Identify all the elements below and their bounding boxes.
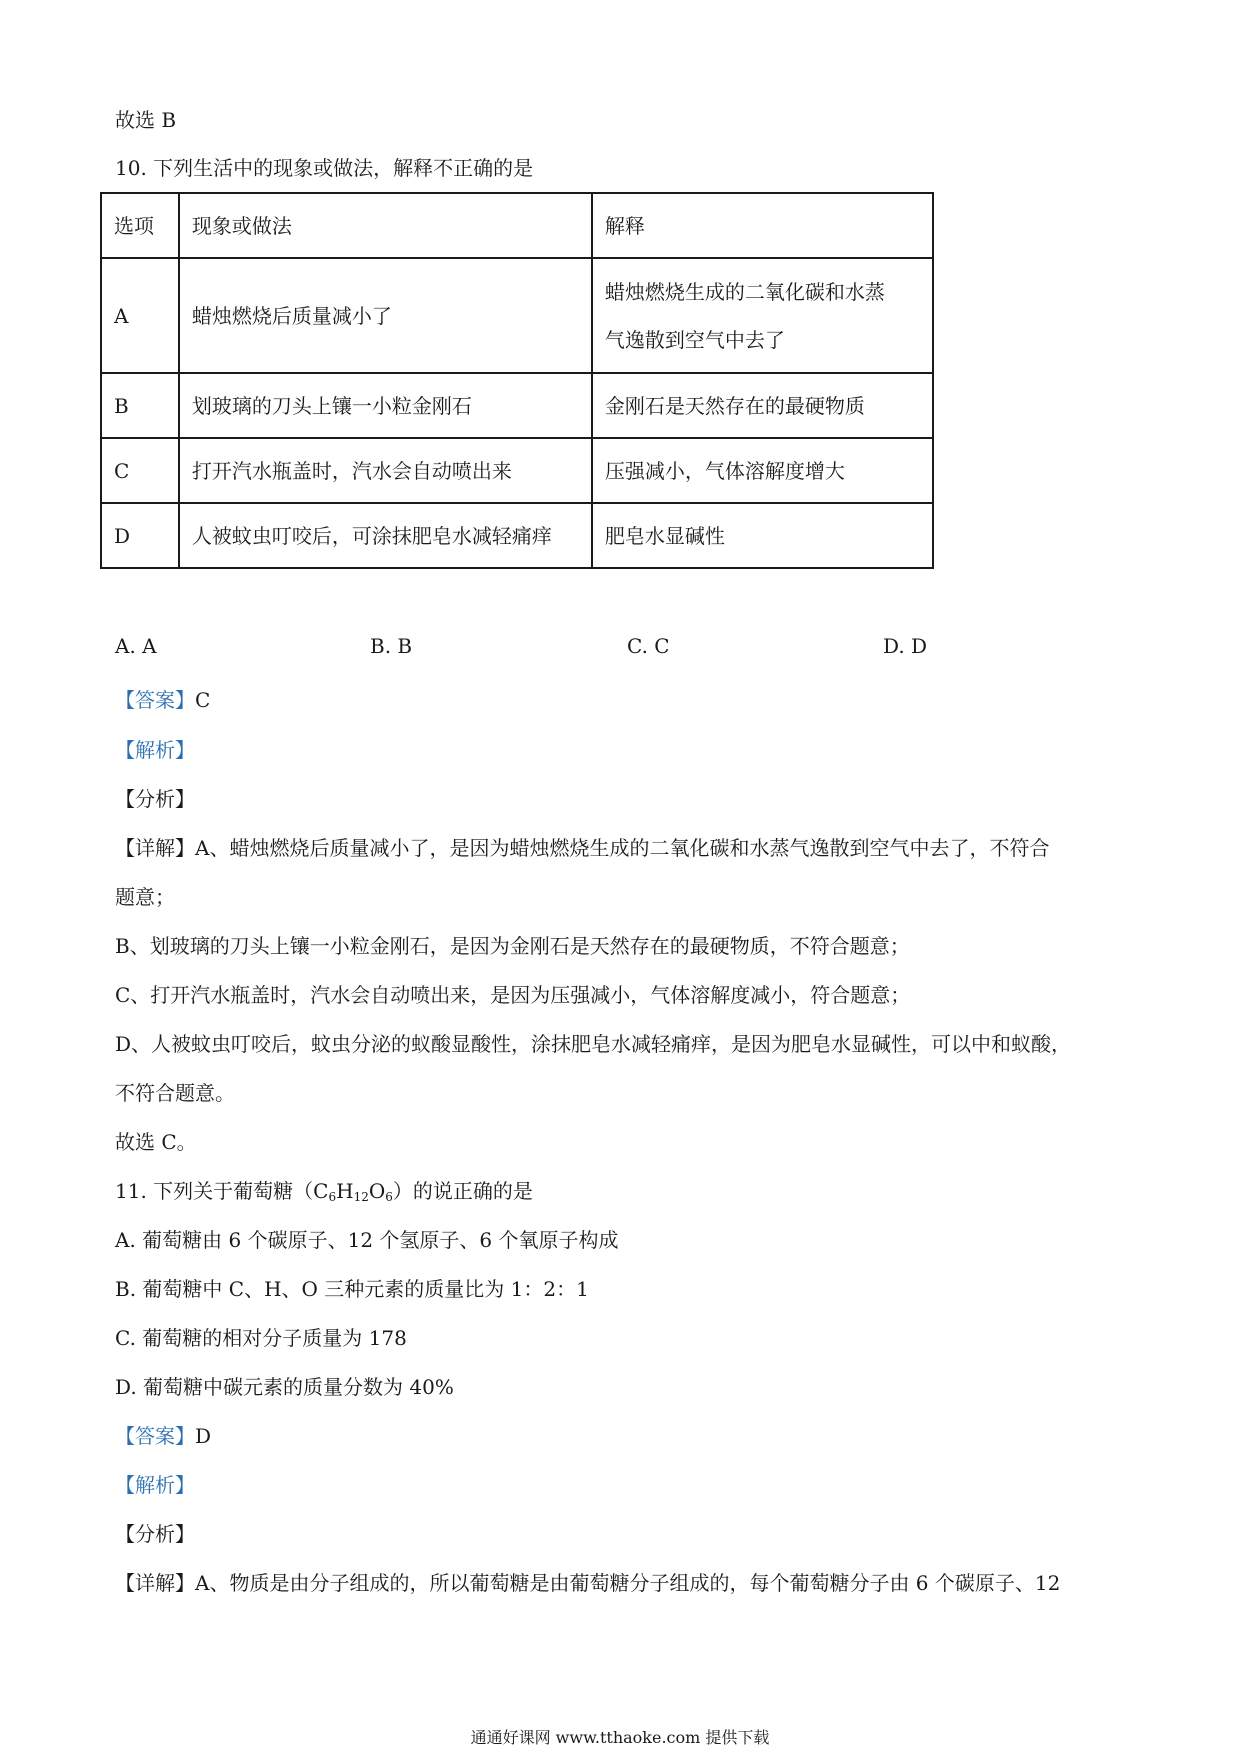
choice-a: A. A xyxy=(115,634,157,658)
q10-fenxi-label: 【分析】 xyxy=(115,787,195,811)
q10-detail-d: D、人被蚊虫叮咬后，蚊虫分泌的蚁酸显酸性，涂抹肥皂水减轻痛痒，是因为肥皂水显碱性，可以中和蚁酸， xyxy=(115,1032,1072,1056)
q10-detail-c: C、打开汽水瓶盖时，汽水会自动喷出来，是因为压强减小，气体溶解度减小，符合题意； xyxy=(115,983,911,1007)
table-row xyxy=(101,373,933,438)
row-phenomenon: 人被蚊虫叮咬后，可涂抹肥皂水减轻痛痒 xyxy=(179,503,592,568)
q10-analysis-label: 【解析】 xyxy=(115,738,195,762)
row-phenomenon: 打开汽水瓶盖时，汽水会自动喷出来 xyxy=(179,438,592,503)
choice-c: C. C xyxy=(627,634,670,658)
q11-fenxi-label: 【分析】 xyxy=(115,1522,195,1546)
answer-value: D xyxy=(195,1424,212,1448)
q11-analysis-label: 【解析】 xyxy=(115,1473,195,1497)
row-explanation xyxy=(592,258,933,373)
answer-label: 【答案】 xyxy=(115,688,195,712)
row-explanation-line1: 蜡烛燃烧生成的二氧化碳和水蒸 xyxy=(604,279,885,304)
row-option: B xyxy=(101,373,179,438)
q10-conclusion: 故选 C。 xyxy=(115,1130,197,1154)
table-header-row xyxy=(101,193,933,258)
row-explanation: 金刚石是天然存在的最硬物质 xyxy=(592,373,933,438)
row-option: C xyxy=(101,438,179,503)
row-option: D xyxy=(101,503,179,568)
q11-option-a: A. 葡萄糖由 6 个碳原子、12 个氢原子、6 个氧原子构成 xyxy=(115,1228,619,1252)
previous-conclusion: 故选 B xyxy=(115,108,177,132)
row-explanation: 肥皂水显碱性 xyxy=(592,503,933,568)
row-explanation: 压强减小，气体溶解度增大 xyxy=(592,438,933,503)
row-phenomenon: 划玻璃的刀头上镶一小粒金刚石 xyxy=(179,373,592,438)
page-footer: 通通好课网 www.tthaoke.com 提供下载 xyxy=(470,1728,770,1747)
answer-label: 【答案】 xyxy=(115,1424,195,1448)
q11-detail-a xyxy=(115,1569,1060,1597)
q11-option-c: C. 葡萄糖的相对分子质量为 178 xyxy=(115,1326,407,1350)
header-explanation: 解释 xyxy=(592,193,933,258)
detail-text: A、物质是由分子组成的，所以葡萄糖是由葡萄糖分子组成的，每个葡萄糖分子由 6 个碳原子、12 xyxy=(195,1571,1061,1595)
q10-detail-b: B、划玻璃的刀头上镶一小粒金刚石，是因为金刚石是天然存在的最硬物质，不符合题意； xyxy=(115,934,910,958)
row-option: A xyxy=(101,258,179,373)
header-phenomenon: 现象或做法 xyxy=(179,193,592,258)
header-option: 选项 xyxy=(101,193,179,258)
q11-option-b: B. 葡萄糖中 C、H、O 三种元素的质量比为 1：2：1 xyxy=(115,1277,589,1301)
question-10-stem: 10. 下列生活中的现象或做法，解释不正确的是 xyxy=(115,156,534,180)
detail-label: 【详解】 xyxy=(115,836,195,860)
question-11-stem: 11. 下列关于葡萄糖$(C_6H_{12}O_6)$的说正确的是 xyxy=(115,1179,533,1204)
detail-label: 【详解】 xyxy=(115,1571,195,1595)
q10-detail-d-cont: 不符合题意。 xyxy=(115,1081,235,1105)
q10-detail-a xyxy=(115,834,1049,862)
detail-text: A、蜡烛燃烧后质量减小了，是因为蜡烛燃烧生成的二氧化碳和水蒸气逸散到空气中去了，不符合 xyxy=(195,836,1050,860)
table-row xyxy=(101,258,933,373)
q11-option-d: D. 葡萄糖中碳元素的质量分数为 40% xyxy=(115,1375,454,1399)
row-explanation-line2: 气逸散到空气中去了 xyxy=(604,327,785,352)
q10-detail-a-cont: 题意； xyxy=(115,885,175,909)
q11-answer xyxy=(115,1422,211,1450)
choice-d: D. D xyxy=(883,634,928,658)
answer-value: C xyxy=(195,688,211,712)
table-row xyxy=(101,438,933,503)
choice-b: B. B xyxy=(370,634,413,658)
table-row xyxy=(101,503,933,568)
q10-answer xyxy=(115,686,210,714)
question-10-table xyxy=(100,192,934,569)
row-phenomenon: 蜡烛燃烧后质量减小了 xyxy=(179,258,592,373)
